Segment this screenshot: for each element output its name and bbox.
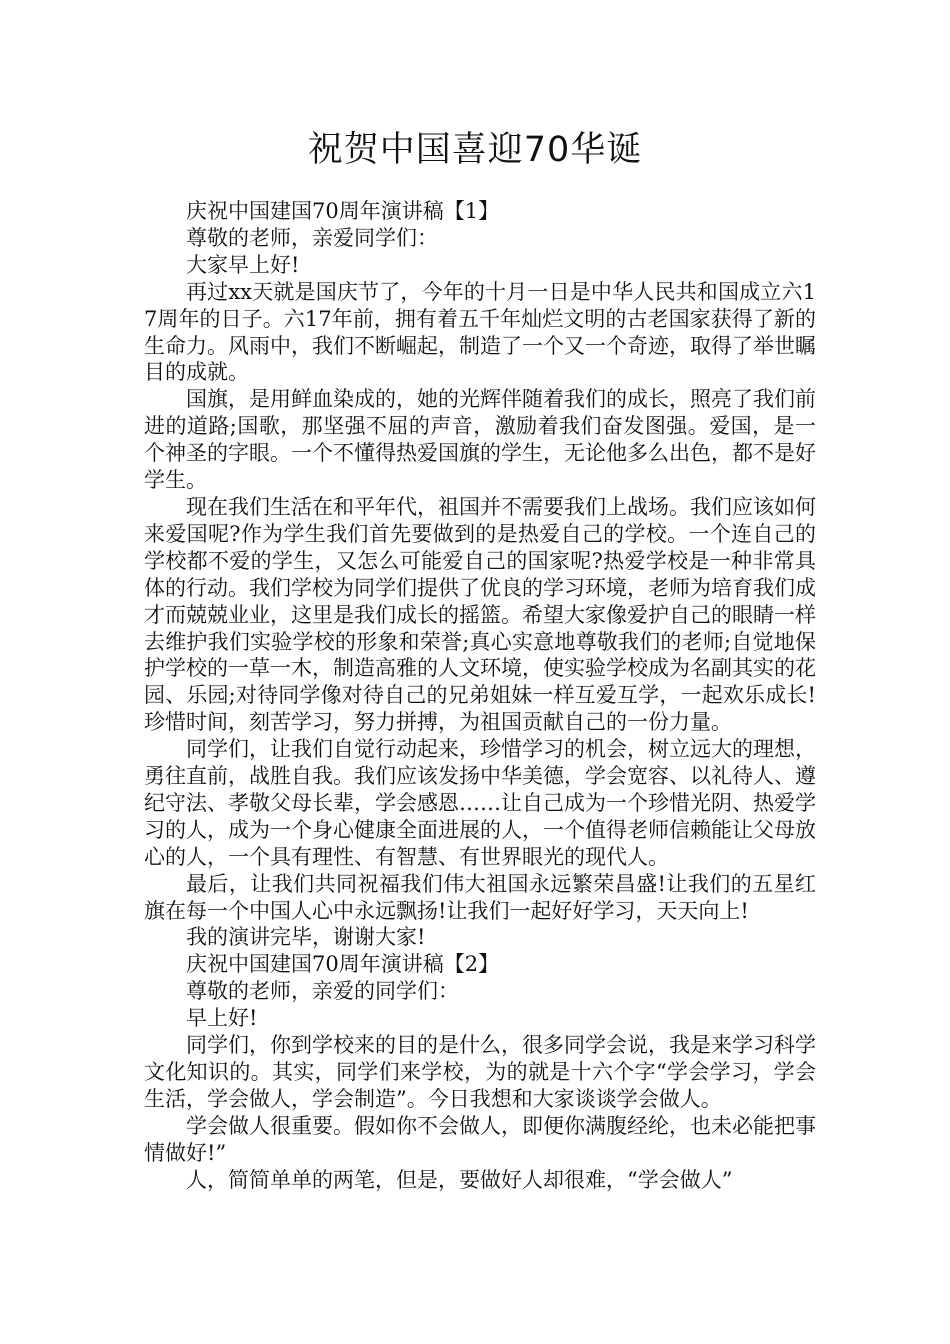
greeting: 大家早上好!	[186, 252, 300, 277]
paragraph: 国旗，是用鲜血染成的，她的光辉伴随着我们的成长，照亮了我们前进的道路;国歌，那坚强不屈的声音，激励着我们奋发图强。爱国，是一个神圣的字眼。一个不懂得热爱国旗的学生，无论他多么出色，都不是好学生。	[144, 387, 816, 493]
speech-heading-2: 庆祝中国建国70周年演讲稿【2】	[186, 952, 500, 977]
closing-line: 我的演讲完毕，谢谢大家!	[186, 925, 426, 950]
paragraph: 同学们，你到学校来的目的是什么，很多同学会说，我是来学习科学文化知识的。其实，同学们来学校，为的就是十六个字“学会学习，学会生活，学会做人，学会制造”。今日我想和大家谈谈学会做人。	[144, 1033, 816, 1111]
document-body	[144, 198, 816, 1194]
document-title: 祝贺中国喜迎70华诞	[307, 130, 643, 170]
paragraph: 现在我们生活在和平年代，祖国并不需要我们上战场。我们应该如何来爱国呢?作为学生我们首先要做到的是热爱自己的学校。一个连自己的学校都不爱的学生，又怎么可能爱自己的国家呢?热爱学校是一种非常具体的行动。我们学校为同学们提供了优良的学习环境，老师为培育我们成才而兢兢业业，这里是我们成长的摇篮。希望大家像爱护自己的眼睛一样去维护我们实验学校的形象和荣誉;真心实意地尊敬我们的老师;自觉地保护学校的一草一木，制造高雅的人文环境，使实验学校成为名副其实的花园、乐园;对待同学像对待自己的兄弟姐妹一样互爱互学，一起欢乐成长!珍惜时间，刻苦学习，努力拼搏，为祖国贡献自己的一份力量。	[144, 494, 816, 735]
paragraph: 人，简简单单的两笔，但是，要做好人却很难，“学会做人”	[186, 1167, 733, 1192]
greeting: 早上好!	[186, 1006, 258, 1031]
paragraph: 学会做人很重要。假如你不会做人，即便你满腹经纶，也未必能把事情做好!”	[144, 1113, 816, 1165]
paragraph: 同学们，让我们自觉行动起来，珍惜学习的机会，树立远大的理想，勇往直前，战胜自我。我们应该发扬中华美德，学会宽容、以礼待人、遵纪守法、孝敬父母长辈，学会感恩……让自己成为一个珍惜光阴、热爱学习的人，成为一个身心健康全面进展的人，一个值得老师信赖能让父母放心的人，一个具有理性、有智慧、有世界眼光的现代人。	[144, 737, 816, 869]
paragraph: 再过xx天就是国庆节了，今年的十月一日是中华人民共和国成立六17周年的日子。六17年前，拥有着五千年灿烂文明的古老国家获得了新的生命力。风雨中，我们不断崛起，制造了一个又一个奇迹，取得了举世瞩目的成就。	[144, 279, 816, 385]
speech-heading-1: 庆祝中国建国70周年演讲稿【1】	[186, 199, 500, 223]
salutation: 尊敬的老师，亲爱的同学们：	[186, 979, 459, 1004]
salutation: 尊敬的老师，亲爱同学们：	[186, 225, 438, 250]
paragraph: 最后，让我们共同祝福我们伟大祖国永远繁荣昌盛!让我们的五星红旗在每一个中国人心中永远飘扬!让我们一起好好学习，天天向上!	[144, 871, 816, 923]
